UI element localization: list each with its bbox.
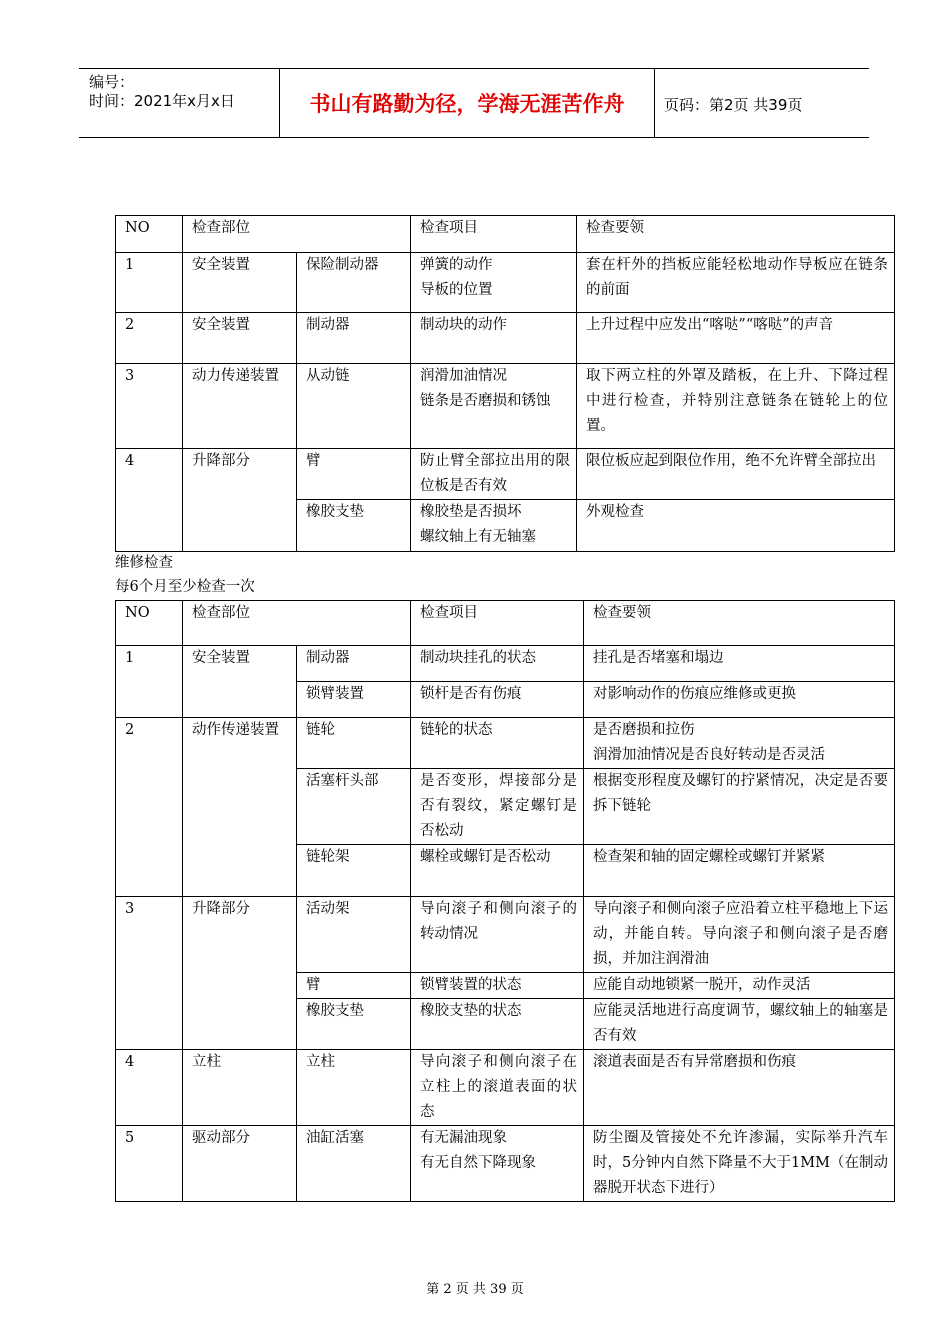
key-cell: 防尘圈及管接处不允许渗漏，实际举升汽车时，5分钟内自然下降量不大于1MM（在制动器脱开状态下进行） — [584, 1126, 895, 1202]
table-header-row — [116, 216, 895, 253]
table-header-row — [116, 601, 895, 646]
part-cell: 安全装置 — [183, 646, 297, 718]
table-row — [116, 718, 895, 769]
table-row — [116, 646, 895, 682]
part-cell: 安全装置 — [183, 253, 297, 313]
page-header — [79, 68, 869, 138]
item-line: 链条是否磨损和锈蚀 — [420, 393, 551, 409]
no-cell: 1 — [116, 253, 183, 313]
table-row — [116, 449, 895, 500]
item-line: 螺纹轴上有无轴塞 — [420, 529, 536, 545]
item-cell: 是否变形，焊接部分是否有裂纹，紧定螺钉是否松动 — [411, 769, 584, 845]
key-cell: 套在杆外的挡板应能轻松地动作导板应在链条的前面 — [577, 253, 895, 313]
key-cell: 限位板应起到限位作用，绝不允许臂全部拉出 — [577, 449, 895, 500]
item-cell: 导向滚子和侧向滚子的转动情况 — [411, 897, 584, 973]
no-cell: 1 — [116, 646, 183, 718]
sub-part-cell: 制动器 — [297, 646, 411, 682]
inspection-table-1 — [115, 215, 895, 552]
sub-part-cell: 橡胶支垫 — [297, 500, 411, 552]
sub-part-cell: 锁臂装置 — [297, 682, 411, 718]
item-line: 弹簧的动作 — [420, 257, 493, 273]
sub-part-cell: 从动链 — [297, 364, 411, 449]
header-cell: NO — [116, 601, 183, 646]
no-cell: 3 — [116, 897, 183, 1050]
sub-part-cell: 活塞杆头部 — [297, 769, 411, 845]
code-label: 编号： — [89, 73, 135, 91]
header-cell: 检查部位 — [183, 216, 411, 253]
key-cell: 应能自动地锁紧一脱开，动作灵活 — [584, 973, 895, 999]
section-title: 维修检查 — [115, 555, 173, 571]
item-cell: 螺栓或螺钉是否松动 — [411, 845, 584, 897]
key-cell: 滚道表面是否有异常磨损和伤痕 — [584, 1050, 895, 1126]
table-row — [116, 1050, 895, 1126]
section-subtitle: 每6个月至少检查一次 — [115, 579, 255, 595]
header-page-info: 页码：第2页 共39页 — [664, 96, 803, 114]
no-cell: 2 — [116, 718, 183, 897]
item-cell: 橡胶支垫的状态 — [411, 999, 584, 1050]
sub-part-cell: 链轮 — [297, 718, 411, 769]
header-cell: 检查要领 — [577, 216, 895, 253]
part-cell: 升降部分 — [183, 897, 297, 1050]
item-line: 有无漏油现象 — [420, 1130, 507, 1146]
key-cell: 取下两立柱的外罩及踏板，在上升、下降过程中进行检查，并特别注意链条在链轮上的位置。 — [577, 364, 895, 449]
item-cell — [411, 313, 577, 364]
item-cell: 链轮的状态 — [411, 718, 584, 769]
item-cell — [411, 1126, 584, 1202]
no-cell: 4 — [116, 449, 183, 552]
time-label: 时间：2021年x月x日 — [89, 92, 235, 110]
item-cell: 导向滚子和侧向滚子在立柱上的滚道表面的状态 — [411, 1050, 584, 1126]
key-cell — [584, 718, 895, 769]
key-cell: 根据变形程度及螺钉的拧紧情况，决定是否要拆下链轮 — [584, 769, 895, 845]
header-cell: 检查项目 — [411, 601, 584, 646]
key-cell: 对影响动作的伤痕应维修或更换 — [584, 682, 895, 718]
key-cell: 挂孔是否堵塞和塌边 — [584, 646, 895, 682]
key-cell: 导向滚子和侧向滚子应沿着立柱平稳地上下运动，并能自转。导向滚子和侧向滚子是否磨损，并加注润滑油 — [584, 897, 895, 973]
sub-part-cell: 立柱 — [297, 1050, 411, 1126]
key-cell: 上升过程中应发出“喀哒”“喀哒”的声音 — [577, 313, 895, 364]
sub-part-cell: 橡胶支垫 — [297, 999, 411, 1050]
sub-part-cell: 制动器 — [297, 313, 411, 364]
header-cell: 检查要领 — [584, 601, 895, 646]
inspection-table-2 — [115, 600, 895, 1202]
item-cell — [411, 364, 577, 449]
no-cell: 5 — [116, 1126, 183, 1202]
sub-part-cell: 臂 — [297, 973, 411, 999]
item-line: 橡胶垫是否损坏 — [420, 504, 522, 520]
table-row — [116, 364, 895, 449]
table-row — [116, 1126, 895, 1202]
header-motto: 书山有路勤为径，学海无涯苦作舟 — [309, 92, 625, 116]
no-cell: 2 — [116, 313, 183, 364]
key-line: 润滑加油情况是否良好转动是否灵活 — [593, 747, 825, 763]
header-divider — [654, 69, 655, 137]
sub-part-cell: 链轮架 — [297, 845, 411, 897]
item-line: 润滑加油情况 — [420, 368, 507, 384]
page-footer: 第 2 页 共 39 页 — [426, 1282, 524, 1297]
part-cell: 升降部分 — [183, 449, 297, 552]
item-cell — [411, 449, 577, 500]
header-cell: 检查部位 — [183, 601, 411, 646]
item-cell: 制动块挂孔的状态 — [411, 646, 584, 682]
table-row — [116, 897, 895, 973]
part-cell: 动作传递装置 — [183, 718, 297, 897]
item-cell: 锁杆是否有伤痕 — [411, 682, 584, 718]
key-cell: 应能灵活地进行高度调节，螺纹轴上的轴塞是否有效 — [584, 999, 895, 1050]
no-cell: 3 — [116, 364, 183, 449]
sub-part-cell: 活动架 — [297, 897, 411, 973]
part-cell: 驱动部分 — [183, 1126, 297, 1202]
part-cell: 安全装置 — [183, 313, 297, 364]
header-cell: NO — [116, 216, 183, 253]
sub-part-cell: 保险制动器 — [297, 253, 411, 313]
item-cell — [411, 253, 577, 313]
part-cell: 立柱 — [183, 1050, 297, 1126]
item-line: 导板的位置 — [420, 282, 493, 298]
item-line: 有无自然下降现象 — [420, 1155, 536, 1171]
item-cell: 锁臂装置的状态 — [411, 973, 584, 999]
key-line: 是否磨损和拉伤 — [593, 722, 695, 738]
item-cell — [411, 500, 577, 552]
table-row — [116, 313, 895, 364]
part-cell: 动力传递装置 — [183, 364, 297, 449]
key-cell: 检查架和轴的固定螺栓或螺钉并紧紧 — [584, 845, 895, 897]
item-line: 防止臂全部拉出用的限位板是否有效 — [420, 453, 570, 494]
no-cell: 4 — [116, 1050, 183, 1126]
table-row — [116, 253, 895, 313]
sub-part-cell: 油缸活塞 — [297, 1126, 411, 1202]
item-line: 制动块的动作 — [420, 317, 507, 333]
section-caption — [115, 551, 255, 599]
key-cell: 外观检查 — [577, 500, 895, 552]
header-left — [89, 73, 235, 111]
sub-part-cell: 臂 — [297, 449, 411, 500]
header-cell: 检查项目 — [411, 216, 577, 253]
